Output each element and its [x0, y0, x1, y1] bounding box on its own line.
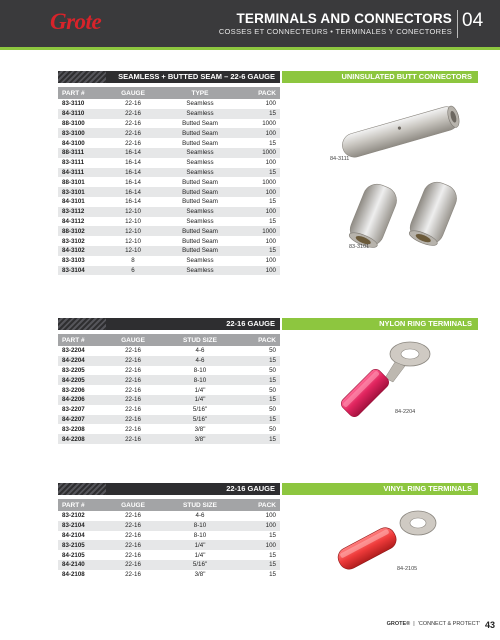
section-left-title: SEAMLESS + BUTTED SEAM – 22-6 GAUGE	[118, 72, 275, 81]
table-row	[58, 415, 280, 425]
section-left-title: 22-16 GAUGE	[226, 484, 275, 493]
table-cell: Seamless	[186, 159, 214, 167]
header-accent-bar	[0, 47, 500, 50]
table-cell: 15	[269, 357, 276, 365]
table-cell: 12-10	[125, 208, 141, 216]
column-header: STUD SIZE	[183, 336, 217, 344]
table-cell: 83-3100	[62, 129, 85, 137]
table-cell: 84-3102	[62, 247, 85, 255]
table-cell: 100	[265, 188, 276, 196]
table-cell: 84-2205	[62, 376, 85, 384]
table-row	[58, 119, 280, 129]
table-cell: 8	[131, 257, 135, 265]
table-row	[58, 138, 280, 148]
table-cell: 84-3112	[62, 217, 85, 225]
table-row	[58, 366, 280, 376]
photo-caption: 84-2105	[397, 566, 418, 572]
photo-caption: 83-3101	[349, 244, 370, 250]
page-header	[0, 0, 500, 47]
column-header: PACK	[258, 501, 276, 509]
table-cell: 12-10	[125, 227, 141, 235]
table-cell: 84-3100	[62, 139, 85, 147]
table-cell: 88-3100	[62, 119, 85, 127]
table-cell: 16-14	[125, 178, 141, 186]
table-header	[58, 334, 280, 346]
table-cell: 83-2204	[62, 347, 85, 355]
table-cell: 83-3111	[62, 159, 85, 167]
column-header: GAUGE	[121, 89, 145, 97]
table-cell: 4-6	[195, 512, 205, 520]
table-cell: 100	[265, 257, 276, 265]
table-cell: 100	[265, 237, 276, 245]
table-cell: 88-3111	[62, 149, 85, 157]
photo-caption: 84-3111	[330, 156, 350, 162]
section-left-title-bar	[58, 318, 280, 330]
section-right-title-bar	[282, 71, 478, 83]
table-cell: 100	[265, 208, 276, 216]
grote-logo: Grote	[50, 9, 102, 34]
table-cell: 16-14	[125, 149, 141, 157]
section-right-title: NYLON RING TERMINALS	[379, 319, 472, 328]
table-cell: Butted Seam	[182, 247, 218, 255]
table-cell: 83-2206	[62, 386, 85, 394]
header-divider	[457, 10, 458, 38]
table-cell: 15	[269, 217, 276, 225]
table-cell: Seamless	[186, 208, 214, 216]
table-cell: 84-2206	[62, 396, 85, 404]
title-stripe	[58, 71, 106, 83]
table-cell: 22-16	[125, 561, 141, 569]
table-cell: Seamless	[186, 266, 214, 274]
table-row	[58, 256, 280, 266]
table-cell: 15	[269, 139, 276, 147]
table-cell: 15	[269, 396, 276, 404]
table-cell: 83-2208	[62, 425, 85, 433]
table-cell: Seamless	[186, 110, 214, 118]
table-cell: 15	[269, 247, 276, 255]
table-header	[58, 499, 280, 511]
table-cell: 100	[265, 266, 276, 274]
table-row	[58, 128, 280, 138]
table-cell: 4-6	[195, 347, 205, 355]
column-header: PACK	[258, 336, 276, 344]
table-cell: 4-6	[195, 357, 205, 365]
photo-caption: 84-2204	[395, 409, 416, 415]
section-right-title-bar	[282, 318, 478, 330]
table-cell: 15	[269, 561, 276, 569]
table-cell: 100	[265, 522, 276, 530]
table-row	[58, 217, 280, 227]
table-cell: 84-3110	[62, 110, 85, 118]
table-cell: 1/4"	[194, 551, 206, 559]
table-cell: 22-16	[125, 110, 141, 118]
table-cell: 83-3101	[62, 188, 85, 196]
table-cell: 50	[269, 366, 276, 374]
table-cell: 1000	[262, 119, 276, 127]
table-cell: 84-2104	[62, 531, 85, 539]
section-title-row	[58, 318, 478, 330]
table-cell: Seamless	[186, 217, 214, 225]
table-cell: 3/8"	[194, 425, 206, 433]
table-cell: 84-2208	[62, 435, 85, 443]
table-cell: 22-16	[125, 415, 141, 423]
section-right-title-bar	[282, 483, 478, 495]
table-cell: 100	[265, 159, 276, 167]
table-cell: Seamless	[186, 168, 214, 176]
title-stripe	[58, 318, 106, 330]
table-cell: 5/16"	[192, 561, 208, 569]
table-cell: Butted Seam	[182, 227, 218, 235]
table-cell: 22-16	[125, 396, 141, 404]
table-cell: Butted Seam	[182, 119, 218, 127]
table-cell: 1/4"	[194, 541, 206, 549]
column-header: STUD SIZE	[183, 501, 217, 509]
table-cell: 83-2105	[62, 541, 85, 549]
table-cell: 1000	[262, 227, 276, 235]
table-cell: 83-2207	[62, 406, 85, 414]
table-cell: 16-14	[125, 168, 141, 176]
table-cell: 100	[265, 129, 276, 137]
title-stripe	[58, 483, 106, 495]
vinyl-ring-terminal-photo	[328, 503, 448, 573]
column-header: TYPE	[191, 89, 209, 97]
table-cell: 100	[265, 541, 276, 549]
table-cell: 22-16	[125, 541, 141, 549]
table-row	[58, 395, 280, 405]
chapter-number: 04	[462, 10, 484, 31]
table-row	[58, 207, 280, 217]
column-header: PACK	[258, 89, 276, 97]
table-cell: 22-16	[125, 425, 141, 433]
table-row	[58, 109, 280, 119]
table-row	[58, 375, 280, 385]
table-cell: 22-16	[125, 386, 141, 394]
table-row	[58, 550, 280, 560]
table-cell: 15	[269, 198, 276, 206]
table-cell: 15	[269, 435, 276, 443]
table-cell: 1000	[262, 149, 276, 157]
table-cell: Seamless	[186, 149, 214, 157]
table-cell: 15	[269, 571, 276, 579]
table-cell: 12-10	[125, 247, 141, 255]
table-cell: 8-10	[193, 522, 207, 530]
table-cell: 15	[269, 551, 276, 559]
page-subtitle: COSSES ET CONNECTEURS • TERMINALES Y CONECTORES	[218, 27, 452, 36]
table-header	[58, 87, 280, 99]
footer-separator: |	[411, 621, 417, 627]
table-row	[58, 99, 280, 109]
table-cell: 22-16	[125, 406, 141, 414]
table-row	[58, 531, 280, 541]
page-footer	[387, 621, 480, 627]
table-cell: 22-16	[125, 531, 141, 539]
table-cell: 50	[269, 406, 276, 414]
page-number: 43	[484, 620, 495, 630]
page-title: TERMINALS AND CONNECTORS	[236, 11, 452, 26]
table-row	[58, 346, 280, 356]
table-cell: 22-16	[125, 571, 141, 579]
table-cell: 22-16	[125, 347, 141, 355]
table-cell: 12-10	[125, 217, 141, 225]
table-row	[58, 424, 280, 434]
table-cell: 50	[269, 347, 276, 355]
table-cell: Butted Seam	[182, 139, 218, 147]
table-cell: 88-3102	[62, 227, 85, 235]
table-row	[58, 236, 280, 246]
table-cell: 16-14	[125, 188, 141, 196]
table-cell: 15	[269, 376, 276, 384]
table-cell: 83-2205	[62, 366, 85, 374]
section-left-title-bar	[58, 71, 280, 83]
table-row	[58, 197, 280, 207]
table-cell: 1/4"	[194, 396, 206, 404]
table-cell: 22-16	[125, 366, 141, 374]
table-row	[58, 405, 280, 415]
table-cell: 15	[269, 415, 276, 423]
table-cell: 22-16	[125, 551, 141, 559]
table-row	[58, 187, 280, 197]
table-cell: 84-2140	[62, 561, 85, 569]
table-cell: 15	[269, 110, 276, 118]
table-cell: 83-2104	[62, 522, 85, 530]
section-title-row	[58, 483, 478, 495]
table-row	[58, 540, 280, 550]
table-cell: 22-16	[125, 435, 141, 443]
column-header: GAUGE	[121, 336, 145, 344]
table-cell: 8-10	[193, 531, 207, 539]
table-cell: 84-2108	[62, 571, 85, 579]
nylon-ring-terminal-photo	[325, 338, 445, 418]
table-cell: 100	[265, 100, 276, 108]
table-row	[58, 434, 280, 444]
footer-brand: GROTE®	[386, 621, 411, 627]
table-cell: 15	[269, 531, 276, 539]
table-cell: 22-16	[125, 357, 141, 365]
table-cell: 83-3112	[62, 208, 85, 216]
table-cell: 83-3103	[62, 257, 85, 265]
table-cell: Seamless	[186, 100, 214, 108]
table-cell: 22-16	[125, 119, 141, 127]
table-row	[58, 385, 280, 395]
table-cell: 83-3110	[62, 100, 85, 108]
section-left-title-bar	[58, 483, 280, 495]
table-cell: 84-2105	[62, 551, 85, 559]
table-row	[58, 356, 280, 366]
column-header: PART #	[62, 89, 85, 97]
parts-table	[58, 499, 280, 580]
table-cell: 83-3104	[62, 266, 85, 274]
table-cell: 16-14	[125, 159, 141, 167]
table-cell: 83-2102	[62, 512, 85, 520]
table-cell: 1000	[262, 178, 276, 186]
table-cell: Butted Seam	[182, 129, 218, 137]
table-cell: 15	[269, 168, 276, 176]
table-row	[58, 177, 280, 187]
column-header: GAUGE	[121, 501, 145, 509]
table-cell: 22-16	[125, 139, 141, 147]
section-title-row	[58, 71, 478, 83]
table-cell: 5/16"	[192, 415, 208, 423]
table-row	[58, 158, 280, 168]
table-row	[58, 246, 280, 256]
table-cell: Butted Seam	[182, 198, 218, 206]
section-left-title: 22-16 GAUGE	[226, 319, 275, 328]
table-cell: 12-10	[125, 237, 141, 245]
table-cell: 8-10	[193, 376, 207, 384]
butt-connector-seamless-photo	[330, 100, 470, 160]
table-cell: 88-3101	[62, 178, 85, 186]
table-row	[58, 560, 280, 570]
butt-connector-butted-seam-photo	[328, 178, 478, 248]
table-row	[58, 570, 280, 580]
table-cell: Butted Seam	[182, 178, 218, 186]
table-cell: 50	[269, 386, 276, 394]
table-row	[58, 148, 280, 158]
column-header: PART #	[62, 336, 85, 344]
table-cell: Seamless	[186, 257, 214, 265]
table-cell: 22-16	[125, 376, 141, 384]
table-cell: 22-16	[125, 522, 141, 530]
table-cell: 50	[269, 425, 276, 433]
table-cell: 84-2204	[62, 357, 85, 365]
column-header: PART #	[62, 501, 85, 509]
table-cell: 3/8"	[194, 435, 206, 443]
table-cell: 1/4"	[194, 386, 206, 394]
section-right-title: VINYL RING TERMINALS	[383, 484, 472, 493]
table-row	[58, 266, 280, 276]
table-cell: 8-10	[193, 366, 207, 374]
table-cell: 22-16	[125, 129, 141, 137]
table-cell: 16-14	[125, 198, 141, 206]
table-cell: 6	[131, 266, 135, 274]
table-cell: 100	[265, 512, 276, 520]
parts-table	[58, 87, 280, 275]
section-right-title: UNINSULATED BUTT CONNECTORS	[341, 72, 472, 81]
table-cell: 84-3111	[62, 168, 85, 176]
table-cell: Butted Seam	[182, 188, 218, 196]
table-cell: 5/16"	[192, 406, 208, 414]
table-cell: 22-16	[125, 100, 141, 108]
table-cell: 84-3101	[62, 198, 85, 206]
footer-tagline: 'CONNECT & PROTECT'	[417, 621, 480, 627]
table-cell: 84-2207	[62, 415, 85, 423]
table-cell: Butted Seam	[182, 237, 218, 245]
table-cell: 83-3102	[62, 237, 85, 245]
table-cell: 3/8"	[194, 571, 206, 579]
table-row	[58, 168, 280, 178]
table-row	[58, 511, 280, 521]
table-row	[58, 521, 280, 531]
table-row	[58, 226, 280, 236]
parts-table	[58, 334, 280, 444]
table-cell: 22-16	[125, 512, 141, 520]
